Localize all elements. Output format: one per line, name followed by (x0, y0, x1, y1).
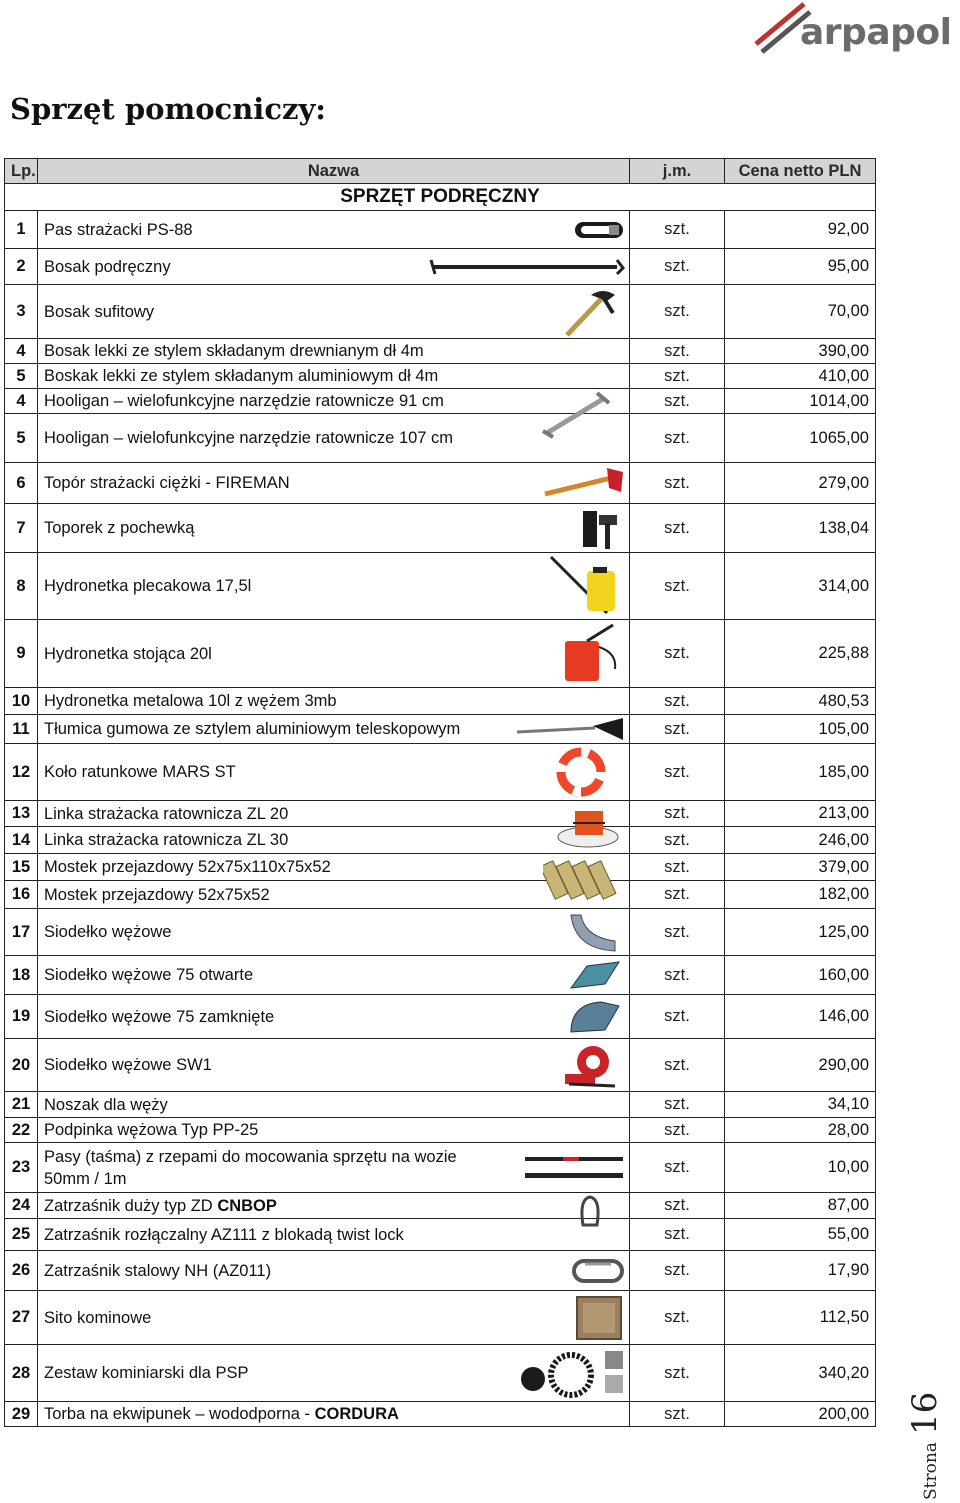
row-name: Bosak sufitowy (38, 285, 630, 339)
row-lp: 18 (5, 956, 38, 995)
row-price: 70,00 (725, 285, 876, 339)
fire-beater-icon (515, 716, 625, 742)
row-price: 1065,00 (725, 414, 876, 463)
row-name: Boskak lekki ze stylem składanym aluminiowym dł 4m (38, 364, 630, 389)
straps-icon (523, 1153, 625, 1183)
row-lp: 24 (5, 1193, 38, 1219)
row-price: 160,00 (725, 956, 876, 995)
row-unit: szt. (630, 389, 725, 414)
row-lp: 4 (5, 389, 38, 414)
row-unit: szt. (630, 504, 725, 553)
row-unit: szt. (630, 414, 725, 463)
row-price: 314,00 (725, 553, 876, 620)
price-table (4, 158, 876, 1427)
row-price: 246,00 (725, 827, 876, 854)
row-unit: szt. (630, 463, 725, 504)
chimney-kit-icon (517, 1347, 625, 1399)
page-title: Sprzęt pomocniczy: (10, 92, 326, 126)
row-lp: 10 (5, 688, 38, 715)
table-row (5, 827, 876, 854)
row-price: 138,04 (725, 504, 876, 553)
lifebuoy-icon (555, 746, 607, 798)
row-name-bold: CNBOP (217, 1196, 277, 1215)
row-price: 390,00 (725, 339, 876, 364)
row-name: Mostek przejazdowy 52x75x52 (38, 881, 630, 909)
row-lp: 19 (5, 995, 38, 1039)
table-row (5, 249, 876, 285)
row-lp: 5 (5, 414, 38, 463)
row-name: Siodełko wężowe 75 zamknięte (38, 995, 630, 1039)
row-name: Tłumica gumowa ze sztylem aluminiowym teleskopowym (38, 715, 630, 744)
page-footer (905, 1391, 945, 1500)
header-name: Nazwa (38, 159, 630, 184)
row-price: 92,00 (725, 211, 876, 249)
row-unit: szt. (630, 801, 725, 827)
hook-pole-icon (429, 256, 625, 278)
row-lp: 22 (5, 1118, 38, 1143)
table-row (5, 801, 876, 827)
section-row (5, 184, 876, 211)
row-unit: szt. (630, 744, 725, 801)
table-row (5, 1402, 876, 1427)
table-row (5, 1039, 876, 1092)
row-unit: szt. (630, 620, 725, 688)
row-name: Koło ratunkowe MARS ST (38, 744, 630, 801)
table-row (5, 1291, 876, 1345)
brand-logo (752, 0, 952, 62)
table-row (5, 881, 876, 909)
row-price: 200,00 (725, 1402, 876, 1427)
belt-icon (573, 216, 625, 244)
row-name: Siodełko wężowe 75 otwarte (38, 956, 630, 995)
section-title: SPRZĘT PODRĘCZNY (5, 184, 876, 211)
row-name: Hooligan – wielofunkcyjne narzędzie ratownicze 91 cm (38, 389, 630, 414)
page-number: 16 (905, 1391, 945, 1435)
table-row (5, 909, 876, 956)
row-name: Topór strażacki ciężki - FIREMAN (38, 463, 630, 504)
table-row (5, 995, 876, 1039)
table-row (5, 1092, 876, 1118)
table-row (5, 364, 876, 389)
row-price: 290,00 (725, 1039, 876, 1092)
table-header-row (5, 159, 876, 184)
row-unit: szt. (630, 827, 725, 854)
page-label: Strona (921, 1442, 941, 1500)
table-row (5, 1193, 876, 1219)
hose-saddle-sw1-icon (559, 1040, 621, 1090)
table-row (5, 688, 876, 715)
row-price: 225,88 (725, 620, 876, 688)
steel-carabiner-icon (571, 1256, 625, 1286)
row-lp: 27 (5, 1291, 38, 1345)
row-lp: 4 (5, 339, 38, 364)
row-unit: szt. (630, 249, 725, 285)
table-row (5, 504, 876, 553)
hose-saddle-closed-icon (567, 998, 623, 1036)
row-unit: szt. (630, 1039, 725, 1092)
table-row (5, 1143, 876, 1193)
table-row (5, 553, 876, 620)
row-lp: 2 (5, 249, 38, 285)
row-price: 340,20 (725, 1345, 876, 1402)
row-name: Linka strażacka ratownicza ZL 30 (38, 827, 630, 854)
row-lp: 25 (5, 1219, 38, 1251)
row-price: 410,00 (725, 364, 876, 389)
row-name: Bosak lekki ze stylem składanym drewnianym dł 4m (38, 339, 630, 364)
row-name: Hydronetka metalowa 10l z wężem 3mb (38, 688, 630, 715)
row-name-line2: 50mm / 1m (44, 1169, 127, 1188)
row-lp: 8 (5, 553, 38, 620)
row-name: Podpinka wężowa Typ PP-25 (38, 1118, 630, 1143)
row-unit: szt. (630, 715, 725, 744)
row-unit: szt. (630, 881, 725, 909)
chimney-sieve-icon (575, 1295, 623, 1341)
header-lp: Lp. (5, 159, 38, 184)
row-name (38, 1143, 630, 1193)
row-unit: szt. (630, 364, 725, 389)
row-lp: 29 (5, 1402, 38, 1427)
row-unit: szt. (630, 1291, 725, 1345)
header-price: Cena netto PLN (725, 159, 876, 184)
row-lp: 1 (5, 211, 38, 249)
row-price: 146,00 (725, 995, 876, 1039)
standing-pump-icon (557, 623, 623, 685)
row-unit: szt. (630, 854, 725, 881)
row-name-bold: CORDURA (314, 1405, 399, 1423)
row-price: 379,00 (725, 854, 876, 881)
hose-saddle-open-icon (567, 958, 623, 992)
table-row (5, 1345, 876, 1402)
row-price: 279,00 (725, 463, 876, 504)
row-lp: 16 (5, 881, 38, 909)
table-row (5, 1251, 876, 1291)
row-unit: szt. (630, 909, 725, 956)
row-name: Bosak podręczny (38, 249, 630, 285)
row-unit: szt. (630, 1219, 725, 1251)
row-lp: 17 (5, 909, 38, 956)
row-name: Zatrzaśnik stalowy NH (AZ011) (38, 1251, 630, 1291)
hose-saddle-icon (567, 911, 619, 953)
row-lp: 5 (5, 364, 38, 389)
row-lp: 12 (5, 744, 38, 801)
row-price: 112,50 (725, 1291, 876, 1345)
row-lp: 15 (5, 854, 38, 881)
row-name-line1: Pasy (taśma) z rzepami do mocowania sprzętu na wozie (44, 1147, 457, 1166)
row-price: 87,00 (725, 1193, 876, 1219)
row-price: 185,00 (725, 744, 876, 801)
row-unit: szt. (630, 1193, 725, 1219)
row-lp: 3 (5, 285, 38, 339)
row-name: Zestaw kominiarski dla PSP (38, 1345, 630, 1402)
table-row (5, 211, 876, 249)
row-name: Linka strażacka ratownicza ZL 20 (38, 801, 630, 827)
row-lp: 26 (5, 1251, 38, 1291)
axe-icon (541, 466, 625, 500)
row-price: 34,10 (725, 1092, 876, 1118)
row-name: Zatrzaśnik rozłączalny AZ111 z blokadą twist lock (38, 1219, 630, 1251)
table-row (5, 744, 876, 801)
row-lp: 14 (5, 827, 38, 854)
row-name: Hydronetka plecakowa 17,5l (38, 553, 630, 620)
row-name: Noszak dla węży (38, 1092, 630, 1118)
table-row (5, 1118, 876, 1143)
row-price: 125,00 (725, 909, 876, 956)
row-unit: szt. (630, 1143, 725, 1193)
table-row (5, 414, 876, 463)
table-row (5, 1219, 876, 1251)
row-lp: 28 (5, 1345, 38, 1402)
ceiling-hook-icon (563, 287, 619, 337)
row-name: Siodełko wężowe (38, 909, 630, 956)
row-unit: szt. (630, 995, 725, 1039)
row-lp: 6 (5, 463, 38, 504)
row-price: 10,00 (725, 1143, 876, 1193)
row-name: Hooligan – wielofunkcyjne narzędzie ratownicze 107 cm (38, 414, 630, 463)
row-lp: 20 (5, 1039, 38, 1092)
row-price: 213,00 (725, 801, 876, 827)
table-row (5, 285, 876, 339)
row-name: Hydronetka stojąca 20l (38, 620, 630, 688)
row-unit: szt. (630, 1402, 725, 1427)
table-row (5, 854, 876, 881)
table-row (5, 956, 876, 995)
row-unit: szt. (630, 1118, 725, 1143)
table-row (5, 620, 876, 688)
row-unit: szt. (630, 553, 725, 620)
row-price: 1014,00 (725, 389, 876, 414)
row-name: Zatrzaśnik duży typ ZD CNBOP (38, 1193, 630, 1219)
row-price: 28,00 (725, 1118, 876, 1143)
row-name: Sito kominowe (38, 1291, 630, 1345)
row-name: Toporek z pochewką (38, 504, 630, 553)
row-lp: 23 (5, 1143, 38, 1193)
table-row (5, 463, 876, 504)
row-unit: szt. (630, 688, 725, 715)
row-price: 17,90 (725, 1251, 876, 1291)
row-lp: 13 (5, 801, 38, 827)
backpack-pump-icon (547, 555, 623, 617)
row-unit: szt. (630, 956, 725, 995)
row-lp: 21 (5, 1092, 38, 1118)
table-row (5, 339, 876, 364)
logo-text: arpapol (800, 12, 952, 53)
row-price: 55,00 (725, 1219, 876, 1251)
table-row (5, 389, 876, 414)
row-unit: szt. (630, 1092, 725, 1118)
row-lp: 7 (5, 504, 38, 553)
row-price: 105,00 (725, 715, 876, 744)
row-name: Siodełko wężowe SW1 (38, 1039, 630, 1092)
row-unit: szt. (630, 339, 725, 364)
row-name: Torba na ekwipunek – wododporna - CORDURA (38, 1402, 630, 1427)
row-name: Pas strażacki PS-88 (38, 211, 630, 249)
row-name: Mostek przejazdowy 52x75x110x75x52 (38, 854, 630, 881)
row-price: 182,00 (725, 881, 876, 909)
header-unit: j.m. (630, 159, 725, 184)
row-price: 480,53 (725, 688, 876, 715)
row-lp: 11 (5, 715, 38, 744)
row-unit: szt. (630, 1345, 725, 1402)
table-row (5, 715, 876, 744)
row-unit: szt. (630, 211, 725, 249)
hatchet-holster-icon (577, 505, 623, 551)
row-unit: szt. (630, 285, 725, 339)
row-price: 95,00 (725, 249, 876, 285)
row-unit: szt. (630, 1251, 725, 1291)
row-lp: 9 (5, 620, 38, 688)
